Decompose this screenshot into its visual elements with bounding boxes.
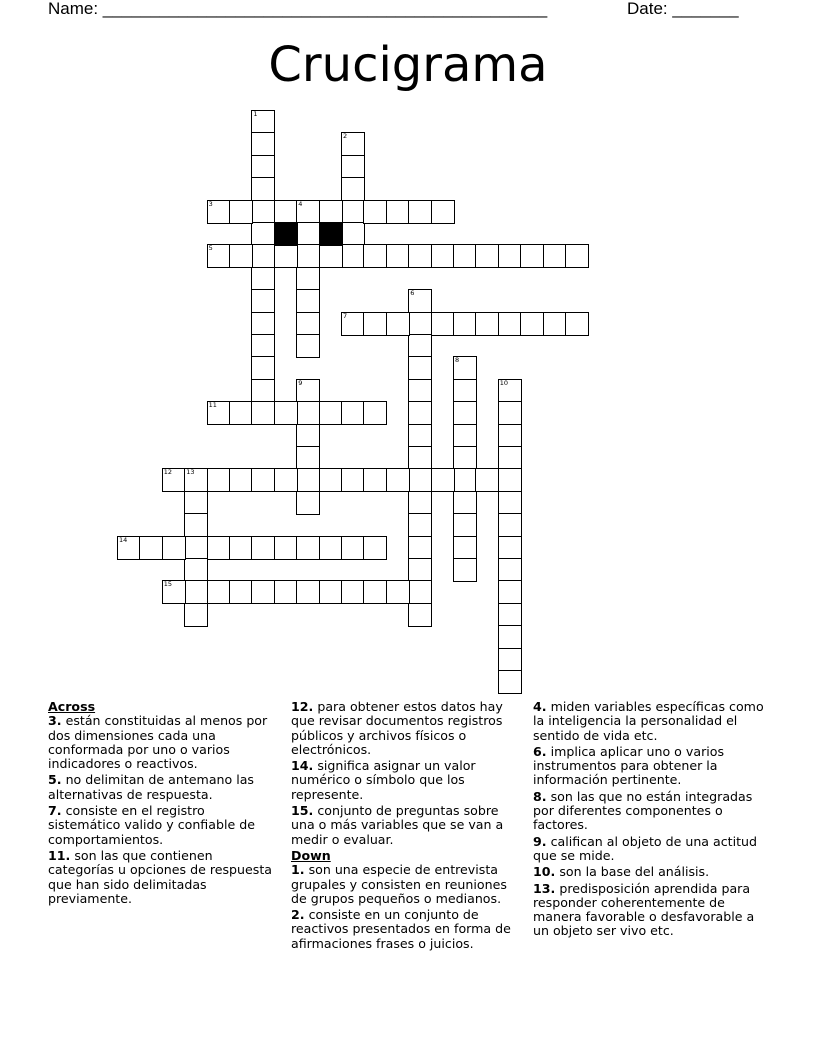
grid-cell[interactable] <box>453 356 477 380</box>
grid-cell[interactable] <box>431 312 455 336</box>
grid-cell[interactable] <box>251 580 275 604</box>
across-clue-5: 5. no delimitan de antemano las alternativas de respuesta. <box>48 772 254 802</box>
grid-cell[interactable] <box>363 580 387 604</box>
grid-cell[interactable] <box>386 312 410 336</box>
grid-cell[interactable] <box>453 379 477 403</box>
grid-cell[interactable] <box>207 536 231 560</box>
grid-cell[interactable] <box>184 513 208 537</box>
grid-cell[interactable] <box>453 244 477 268</box>
clues-column-2 <box>291 700 519 953</box>
grid-cell[interactable] <box>453 468 477 492</box>
grid-cell[interactable] <box>408 536 432 560</box>
grid-cell[interactable] <box>184 580 208 604</box>
grid-cell[interactable] <box>251 200 275 224</box>
down-clue-4: 4. miden variables específicas como la inteligencia la personalidad el sentido de vida etc. <box>533 699 764 743</box>
grid-cell[interactable] <box>319 468 343 492</box>
grid-cell[interactable] <box>408 491 432 515</box>
grid-cell[interactable] <box>296 446 320 470</box>
grid-cell[interactable] <box>431 244 455 268</box>
grid-cell[interactable] <box>363 312 387 336</box>
across-clue-3: 3. están constituidas al menos por dos dimensiones cada una conformada por uno o varios indicadores o reactivos. <box>48 713 268 772</box>
down-clue-8: 8. son las que no están integradas por diferentes componentes o factores. <box>533 788 753 833</box>
cell-number: 2 <box>343 132 348 141</box>
grid-cell[interactable] <box>453 424 477 448</box>
grid-cell[interactable] <box>341 468 365 492</box>
grid-cell[interactable] <box>408 446 432 470</box>
grid-cell[interactable] <box>431 468 455 492</box>
grid-cell[interactable] <box>319 580 343 604</box>
grid-cell[interactable] <box>207 468 231 492</box>
grid-cell[interactable] <box>319 200 343 224</box>
grid-cell[interactable] <box>296 580 320 604</box>
down-heading: Down <box>291 847 331 863</box>
grid-cell[interactable] <box>274 200 298 224</box>
down-clue-1: 1. son una especie de entrevista grupales y consisten en reuniones de grupos pequeños o medianos. <box>291 862 507 906</box>
grid-cell[interactable] <box>475 468 499 492</box>
grid-cell[interactable] <box>498 513 522 537</box>
grid-cell[interactable] <box>498 580 522 604</box>
grid-cell[interactable] <box>386 200 410 224</box>
grid-cell[interactable] <box>386 244 410 268</box>
grid-cell[interactable] <box>498 401 522 425</box>
grid-cell[interactable] <box>453 491 477 515</box>
down-clue-9: 9. califican al objeto de una actitud que se mide. <box>533 833 758 863</box>
grid-cell[interactable] <box>408 513 432 537</box>
clues-column-1 <box>48 700 276 908</box>
grid-cell[interactable] <box>274 401 298 425</box>
grid-cell[interactable] <box>453 312 477 336</box>
grid-cell[interactable] <box>498 468 522 492</box>
grid-cell[interactable] <box>296 244 320 268</box>
grid-cell[interactable] <box>251 244 275 268</box>
grid-cell[interactable] <box>251 177 275 201</box>
grid-cell[interactable] <box>453 558 477 582</box>
cell-number: 13 <box>186 468 195 477</box>
grid-cell[interactable] <box>408 580 432 604</box>
grid-cell[interactable] <box>162 580 186 604</box>
grid-cell[interactable] <box>498 625 522 649</box>
grid-cell[interactable] <box>408 334 432 358</box>
grid-cell[interactable] <box>498 244 522 268</box>
grid-cell[interactable] <box>363 401 387 425</box>
grid-cell[interactable] <box>274 244 298 268</box>
cell-number: 5 <box>208 244 213 253</box>
grid-cell[interactable] <box>139 536 163 560</box>
cell-number: 4 <box>298 199 303 208</box>
grid-cell[interactable] <box>296 379 320 403</box>
grid-cell[interactable] <box>162 536 186 560</box>
grid-cell[interactable] <box>296 312 320 336</box>
grid-cell[interactable] <box>251 468 275 492</box>
date-field-label: Date: _______ <box>627 0 739 18</box>
grid-cell[interactable] <box>251 356 275 380</box>
grid-cell[interactable] <box>363 536 387 560</box>
across-clue-11: 11. son las que contienen categorías u opciones de respuesta que han sido delimitadas previamente. <box>48 847 272 906</box>
grid-cell[interactable] <box>341 155 365 179</box>
grid-cell[interactable] <box>274 580 298 604</box>
cell-number: 12 <box>163 468 173 477</box>
grid-cell[interactable] <box>274 468 298 492</box>
grid-cell[interactable] <box>184 468 208 492</box>
grid-cell[interactable] <box>251 401 275 425</box>
grid-cell[interactable] <box>229 536 253 560</box>
grid-cell[interactable] <box>408 401 432 425</box>
grid-cell[interactable] <box>498 491 522 515</box>
grid-cell[interactable] <box>408 468 432 492</box>
grid-cell[interactable] <box>431 200 455 224</box>
grid-cell[interactable] <box>251 267 275 291</box>
grid-cell[interactable] <box>184 558 208 582</box>
grid-cell[interactable] <box>341 536 365 560</box>
grid-cell[interactable] <box>319 401 343 425</box>
grid-cell[interactable] <box>296 200 320 224</box>
grid-cell[interactable] <box>498 424 522 448</box>
grid-cell[interactable] <box>184 536 208 560</box>
cell-number: 8 <box>455 356 460 365</box>
grid-block-cell <box>274 222 298 246</box>
grid-cell[interactable] <box>184 491 208 515</box>
grid-cell[interactable] <box>565 244 589 268</box>
grid-cell[interactable] <box>363 200 387 224</box>
grid-cell[interactable] <box>408 200 432 224</box>
grid-cell[interactable] <box>207 200 231 224</box>
grid-cell[interactable] <box>207 244 231 268</box>
grid-cell[interactable] <box>251 132 275 156</box>
grid-cell[interactable] <box>408 424 432 448</box>
grid-cell[interactable] <box>498 536 522 560</box>
grid-cell[interactable] <box>207 580 231 604</box>
grid-cell[interactable] <box>296 267 320 291</box>
grid-cell[interactable] <box>543 244 567 268</box>
grid-cell[interactable] <box>296 334 320 358</box>
grid-cell[interactable] <box>341 222 365 246</box>
grid-cell[interactable] <box>251 289 275 313</box>
grid-cell[interactable] <box>520 312 544 336</box>
grid-cell[interactable] <box>408 558 432 582</box>
grid-cell[interactable] <box>498 603 522 627</box>
grid-block-cell <box>319 222 343 246</box>
grid-cell[interactable] <box>386 580 410 604</box>
grid-cell[interactable] <box>341 132 365 156</box>
grid-cell[interactable] <box>251 536 275 560</box>
across-clue-15: 15. conjunto de preguntas sobre una o más variables que se van a medir o evaluar. <box>291 803 504 847</box>
grid-cell[interactable] <box>117 536 141 560</box>
grid-cell[interactable] <box>408 379 432 403</box>
grid-cell[interactable] <box>341 401 365 425</box>
grid-cell[interactable] <box>341 244 365 268</box>
cell-number: 14 <box>119 535 128 544</box>
grid-cell[interactable] <box>453 536 477 560</box>
grid-cell[interactable] <box>453 446 477 470</box>
name-field-label: Name: _______________________________________________ <box>48 0 548 18</box>
cell-number: 9 <box>298 378 303 387</box>
grid-cell[interactable] <box>475 244 499 268</box>
grid-cell[interactable] <box>453 513 477 537</box>
grid-cell[interactable] <box>162 468 186 492</box>
grid-cell[interactable] <box>229 200 253 224</box>
grid-cell[interactable] <box>251 110 275 134</box>
grid-cell[interactable] <box>408 312 432 336</box>
grid-cell[interactable] <box>229 580 253 604</box>
cell-number: 7 <box>343 311 348 320</box>
across-clue-7: 7. consiste en el registro sistemático valido y confiable de comportamientos. <box>48 803 255 847</box>
grid-cell[interactable] <box>296 424 320 448</box>
cell-number: 10 <box>499 378 509 387</box>
grid-cell[interactable] <box>498 648 522 672</box>
grid-cell[interactable] <box>498 312 522 336</box>
down-clue-2: 2. consiste en un conjunto de reactivos presentados en forma de afirmaciones frases o juicios. <box>291 907 511 951</box>
grid-cell[interactable] <box>229 401 253 425</box>
grid-cell[interactable] <box>251 222 275 246</box>
grid-cell[interactable] <box>251 312 275 336</box>
grid-cell[interactable] <box>319 536 343 560</box>
grid-cell[interactable] <box>363 244 387 268</box>
grid-cell[interactable] <box>498 379 522 403</box>
grid-cell[interactable] <box>207 401 231 425</box>
grid-cell[interactable] <box>408 244 432 268</box>
grid-cell[interactable] <box>229 244 253 268</box>
across-heading: Across <box>48 699 96 714</box>
grid-cell[interactable] <box>408 356 432 380</box>
grid-cell[interactable] <box>520 244 544 268</box>
grid-cell[interactable] <box>296 491 320 515</box>
grid-cell[interactable] <box>274 536 298 560</box>
grid-cell[interactable] <box>319 244 343 268</box>
grid-cell[interactable] <box>296 222 320 246</box>
grid-cell[interactable] <box>363 468 387 492</box>
grid-cell[interactable] <box>498 446 522 470</box>
down-clue-10: 10. son la base del análisis. <box>533 864 710 880</box>
grid-cell[interactable] <box>296 536 320 560</box>
cell-number: 1 <box>253 110 258 118</box>
clues-column-3 <box>533 700 769 941</box>
grid-cell[interactable] <box>565 312 589 336</box>
grid-cell[interactable] <box>296 289 320 313</box>
grid-cell[interactable] <box>341 177 365 201</box>
cell-number: 6 <box>410 289 415 298</box>
grid-cell[interactable] <box>453 401 477 425</box>
grid-cell[interactable] <box>408 289 432 313</box>
cell-number: 15 <box>163 580 173 589</box>
grid-cell[interactable] <box>296 401 320 425</box>
grid-cell[interactable] <box>341 312 365 336</box>
cell-number: 11 <box>208 401 217 410</box>
across-clue-12: 12. para obtener estos datos hay que revisar documentos registros públicos y archivos físicos o electrónicos. <box>291 699 503 757</box>
grid-cell[interactable] <box>341 580 365 604</box>
down-clue-13: 13. predisposición aprendida para responder coherentemente de manera favorable o desfavorable a un objeto ser vivo etc. <box>533 880 755 939</box>
grid-cell[interactable] <box>184 603 208 627</box>
grid-cell[interactable] <box>498 558 522 582</box>
cell-number: 3 <box>208 199 213 208</box>
grid-cell[interactable] <box>543 312 567 336</box>
grid-cell[interactable] <box>296 468 320 492</box>
page-title: Crucigrama <box>268 37 548 93</box>
across-clue-14: 14. significa asignar un valor numérico o símbolo que los represente. <box>291 758 476 802</box>
grid-cell[interactable] <box>498 670 522 694</box>
grid-cell[interactable] <box>251 155 275 179</box>
grid-cell[interactable] <box>408 603 432 627</box>
grid-cell[interactable] <box>251 334 275 358</box>
grid-cell[interactable] <box>475 312 499 336</box>
down-clue-6: 6. implica aplicar uno o varios instrumentos para obtener la información pertinente. <box>533 743 725 788</box>
grid-cell[interactable] <box>229 468 253 492</box>
grid-cell[interactable] <box>341 200 365 224</box>
grid-cell[interactable] <box>386 468 410 492</box>
grid-cell[interactable] <box>251 379 275 403</box>
